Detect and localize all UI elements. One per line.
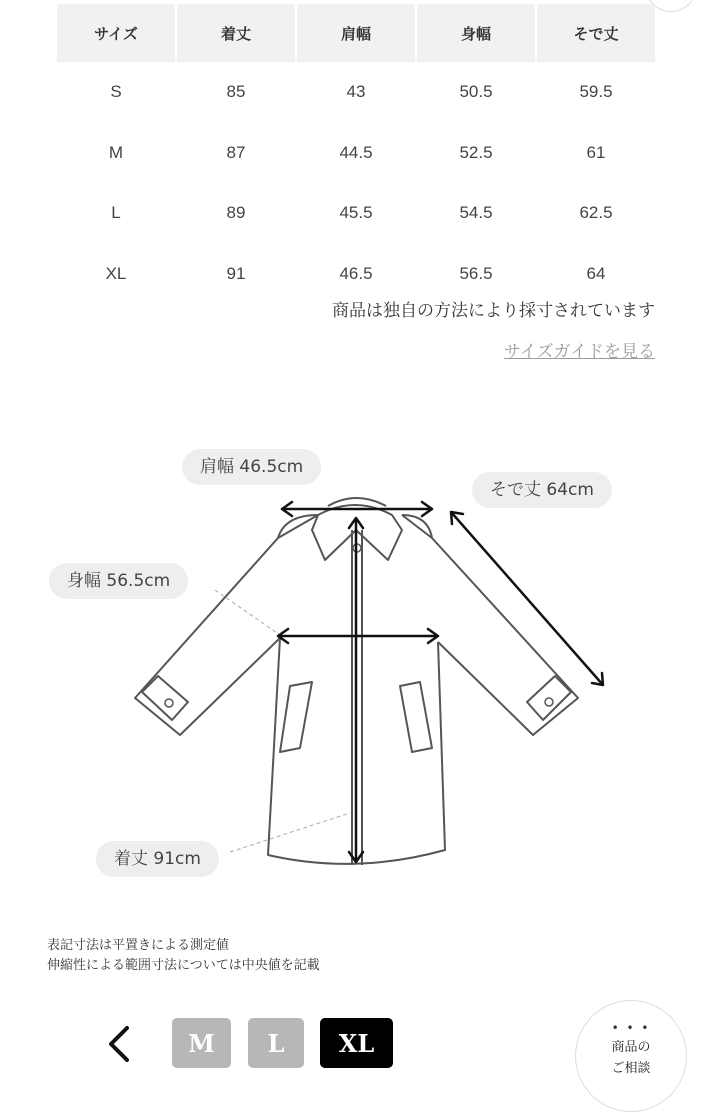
chevron-left-icon xyxy=(105,1024,131,1064)
table-cell: 43 xyxy=(346,82,366,102)
table-cell: 56.5 xyxy=(459,263,493,283)
left-cuff-button xyxy=(165,699,173,707)
size-option-m[interactable]: M xyxy=(172,1018,231,1068)
table-row xyxy=(57,62,655,123)
table-cell: 50.5 xyxy=(459,82,493,102)
table-header-row xyxy=(57,4,655,62)
table-cell: 54.5 xyxy=(459,203,493,223)
table-cell: 87 xyxy=(226,142,246,162)
product-consult-button[interactable] xyxy=(575,1000,687,1112)
back-button[interactable] xyxy=(100,1022,136,1066)
table-cell: 91 xyxy=(226,263,246,283)
table-cell: 61 xyxy=(586,142,606,162)
size-option-xl[interactable]: XL xyxy=(320,1018,393,1068)
header-length: 着丈 xyxy=(177,4,295,62)
body-width-label: 身幅 56.5cm xyxy=(49,563,188,599)
right-pocket xyxy=(400,682,432,752)
table-cell: S xyxy=(110,82,122,102)
length-leader xyxy=(230,813,350,852)
total-length-label: 着丈 91cm xyxy=(96,841,219,877)
table-cell: 62.5 xyxy=(579,203,613,223)
table-cell: M xyxy=(108,142,124,162)
table-row xyxy=(57,244,655,305)
table-cell: 52.5 xyxy=(459,142,493,162)
sleeve-arrow xyxy=(451,512,603,685)
size-guide-link[interactable]: サイズガイドを見る xyxy=(503,342,655,362)
header-shoulder: 肩幅 xyxy=(297,4,415,62)
size-option-l[interactable]: L xyxy=(248,1018,304,1068)
right-cuff-button xyxy=(545,698,553,706)
shoulder-width-label: 肩幅 46.5cm xyxy=(182,449,321,485)
measurement-note: 商品は独自の方法により採寸されています xyxy=(332,301,655,321)
left-pocket xyxy=(280,682,312,752)
table-cell: 45.5 xyxy=(339,203,373,223)
left-sleeve-outline xyxy=(135,515,318,735)
footnote-2: 伸縮性による範囲寸法については中央値を記載 xyxy=(47,958,320,973)
coat-measurement-diagram xyxy=(0,380,713,900)
table-cell: 59.5 xyxy=(579,82,613,102)
body-width-arrow xyxy=(278,629,438,643)
more-dots-icon: • • • xyxy=(611,1021,651,1035)
table-cell: 44.5 xyxy=(339,142,373,162)
table-cell: 64 xyxy=(586,263,606,283)
table-cell: 46.5 xyxy=(339,263,373,283)
table-cell: 89 xyxy=(226,203,246,223)
header-body-width: 身幅 xyxy=(417,4,535,62)
size-table xyxy=(55,4,657,304)
table-cell: L xyxy=(111,203,121,223)
table-row xyxy=(57,183,655,244)
table-cell: XL xyxy=(105,263,127,283)
consult-label-line2: ご相談 xyxy=(611,1061,651,1076)
header-sleeve: そで丈 xyxy=(537,4,655,62)
header-size: サイズ xyxy=(57,4,175,62)
sleeve-length-label: そで丈 64cm xyxy=(472,472,612,508)
table-row xyxy=(57,123,655,184)
consult-label-line1: 商品の xyxy=(611,1040,651,1055)
footnote-1: 表記寸法は平置きによる測定値 xyxy=(47,938,230,953)
table-cell: 85 xyxy=(226,82,246,102)
